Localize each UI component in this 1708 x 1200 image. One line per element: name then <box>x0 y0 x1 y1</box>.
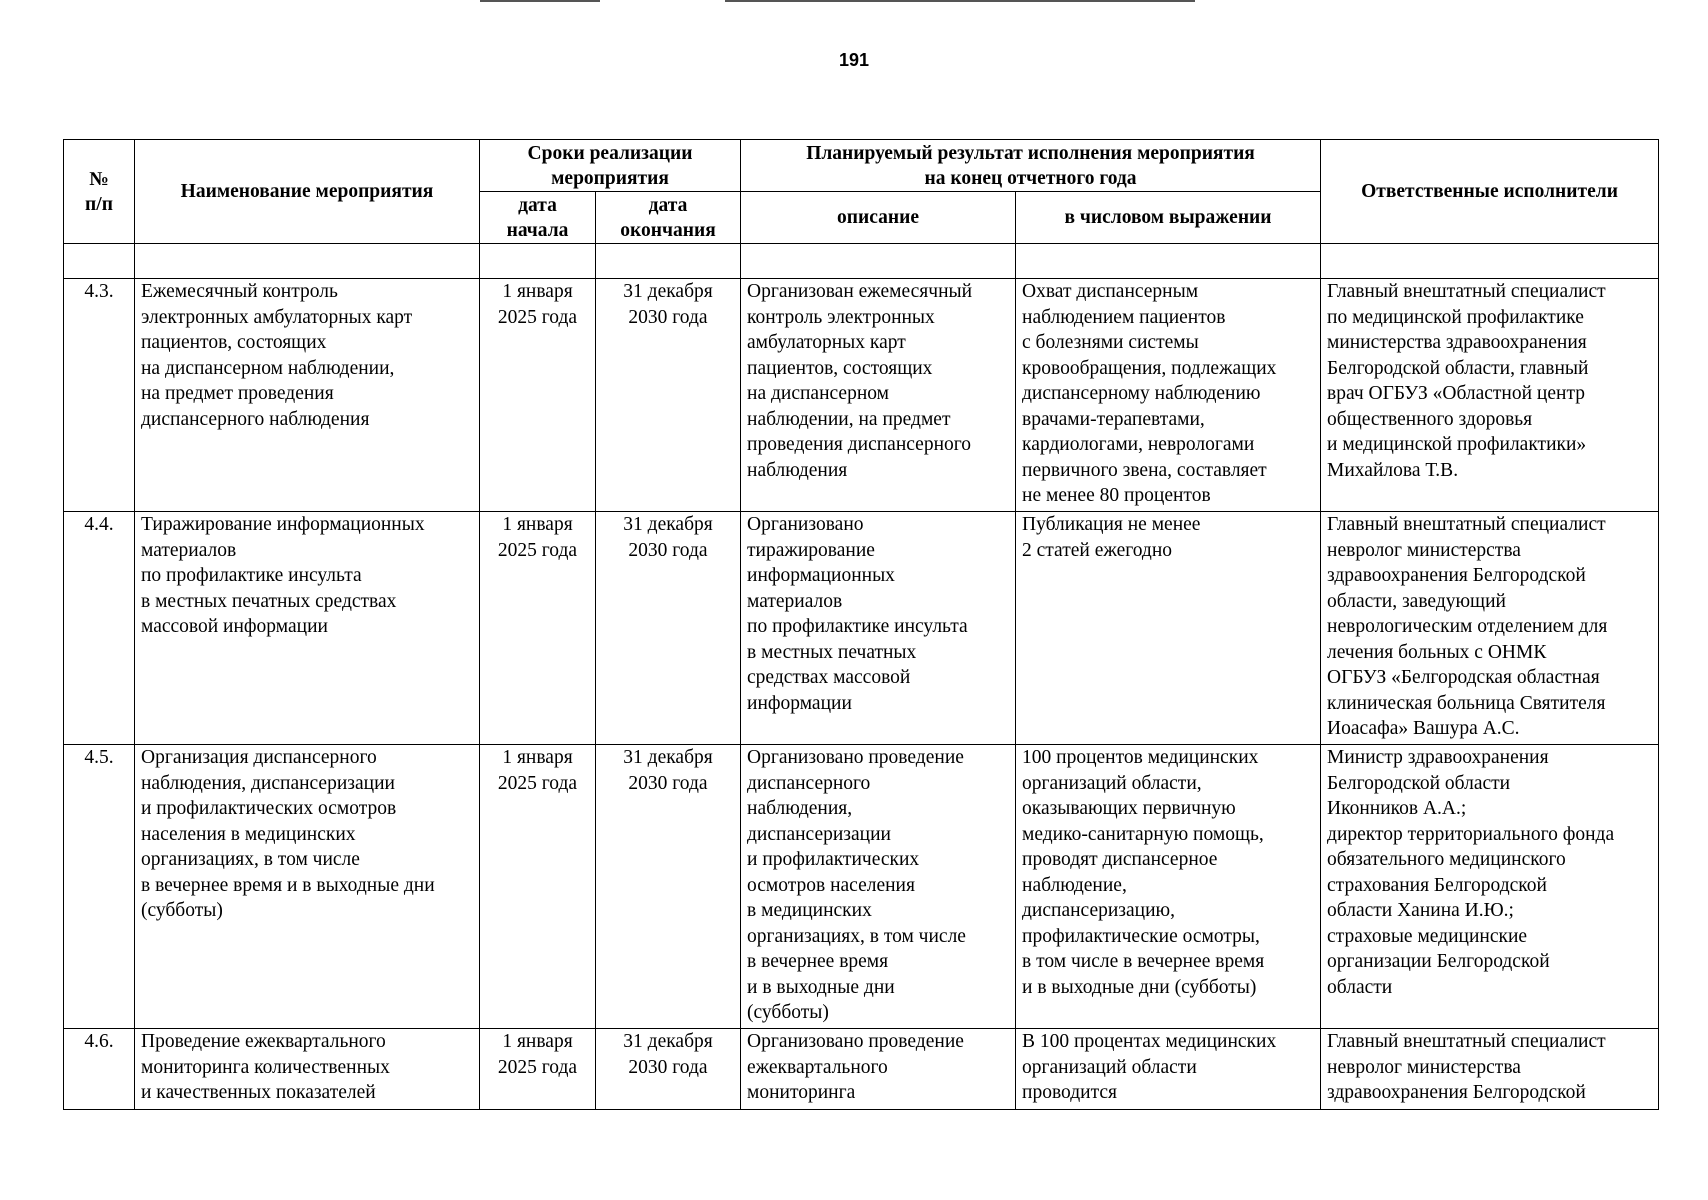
result-description: Организовано проведение ежеквартального мониторинга <box>741 1029 1016 1110</box>
blank-cell <box>1016 244 1321 279</box>
result-numeric: Публикация не менее 2 статей ежегодно <box>1016 512 1321 745</box>
activity-name: Тиражирование информационных материалов по профилактике инсульта в местных печатных средствах массовой информации <box>135 512 480 745</box>
responsible-executors: Главный внештатный специалист по медицинской профилактике министерства здравоохранения Белгородской области, главный врач ОГБУЗ «Областной центр общественного здоровья и медицинской профилактики» Михайлова Т.В. <box>1321 279 1659 512</box>
activity-name: Организация диспансерного наблюдения, диспансеризации и профилактических осмотров населения в медицинских организациях, в том числе в вечернее время и в выходные дни (субботы) <box>135 745 480 1029</box>
header-number: № п/п <box>64 140 135 244</box>
activity-name: Ежемесячный контроль электронных амбулаторных карт пациентов, состоящих на диспансерном наблюдении, на предмет проведения диспансерного наблюдения <box>135 279 480 512</box>
blank-cell <box>596 244 741 279</box>
table-row <box>64 279 1659 512</box>
top-edge-line <box>725 0 1195 2</box>
header-row <box>64 140 1659 192</box>
header-responsible: Ответственные исполнители <box>1321 140 1659 244</box>
responsible-executors: Министр здравоохранения Белгородской области Иконников А.А.; директор территориального фонда обязательного медицинского страхования Белгородской области Ханина И.Ю.; страховые медицинские организации Белгородской области <box>1321 745 1659 1029</box>
page-number: 191 <box>838 50 870 70</box>
result-description: Организовано тиражирование информационных материалов по профилактике инсульта в местных печатных средствах массовой информации <box>741 512 1016 745</box>
date-start: 1 января 2025 года <box>480 745 596 1029</box>
date-start: 1 января 2025 года <box>480 1029 596 1110</box>
result-description: Организовано проведение диспансерного наблюдения, диспансеризации и профилактических осмотров населения в медицинских организациях, в том числе в вечернее время и в выходные дни (субботы) <box>741 745 1016 1029</box>
blank-cell <box>741 244 1016 279</box>
activities-table <box>63 139 1659 1110</box>
date-end: 31 декабря 2030 года <box>596 512 741 745</box>
responsible-executors: Главный внештатный специалист невролог министерства здравоохранения Белгородской <box>1321 1029 1659 1110</box>
header-result-numeric: в числовом выражении <box>1016 192 1321 244</box>
header-result-description: описание <box>741 192 1016 244</box>
header-date-end: дата окончания <box>596 192 741 244</box>
row-number: 4.5. <box>64 745 135 1029</box>
table-row <box>64 1029 1659 1110</box>
top-edge-line <box>480 0 600 2</box>
blank-cell <box>135 244 480 279</box>
blank-cell <box>1321 244 1659 279</box>
row-number: 4.4. <box>64 512 135 745</box>
header-activity-name: Наименование мероприятия <box>135 140 480 244</box>
activity-name: Проведение ежеквартального мониторинга количественных и качественных показателей <box>135 1029 480 1110</box>
blank-cell <box>480 244 596 279</box>
responsible-executors: Главный внештатный специалист невролог министерства здравоохранения Белгородской области, заведующий неврологическим отделением для лечения больных с ОНМК ОГБУЗ «Белгородская областная клиническая больница Святителя Иоасафа» Вашура А.С. <box>1321 512 1659 745</box>
header-date-start: дата начала <box>480 192 596 244</box>
date-start: 1 января 2025 года <box>480 512 596 745</box>
date-start: 1 января 2025 года <box>480 279 596 512</box>
table-row <box>64 745 1659 1029</box>
date-end: 31 декабря 2030 года <box>596 1029 741 1110</box>
row-number: 4.3. <box>64 279 135 512</box>
header-planned-result: Планируемый результат исполнения мероприятия на конец отчетного года <box>741 140 1321 192</box>
result-numeric: В 100 процентах медицинских организаций области проводится <box>1016 1029 1321 1110</box>
header-terms: Сроки реализации мероприятия <box>480 140 741 192</box>
blank-cell <box>64 244 135 279</box>
row-number: 4.6. <box>64 1029 135 1110</box>
result-numeric: 100 процентов медицинских организаций области, оказывающих первичную медико-санитарную помощь, проводят диспансерное наблюдение, диспансеризацию, профилактические осмотры, в том числе в вечернее время и в выходные дни (субботы) <box>1016 745 1321 1029</box>
blank-row <box>64 244 1659 279</box>
table-row <box>64 512 1659 745</box>
result-description: Организован ежемесячный контроль электронных амбулаторных карт пациентов, состоящих на диспансерном наблюдении, на предмет проведения диспансерного наблюдения <box>741 279 1016 512</box>
date-end: 31 декабря 2030 года <box>596 279 741 512</box>
date-end: 31 декабря 2030 года <box>596 745 741 1029</box>
result-numeric: Охват диспансерным наблюдением пациентов с болезнями системы кровообращения, подлежащих диспансерному наблюдению врачами-терапевтами, кардиологами, неврологами первичного звена, составляет не менее 80 процентов <box>1016 279 1321 512</box>
